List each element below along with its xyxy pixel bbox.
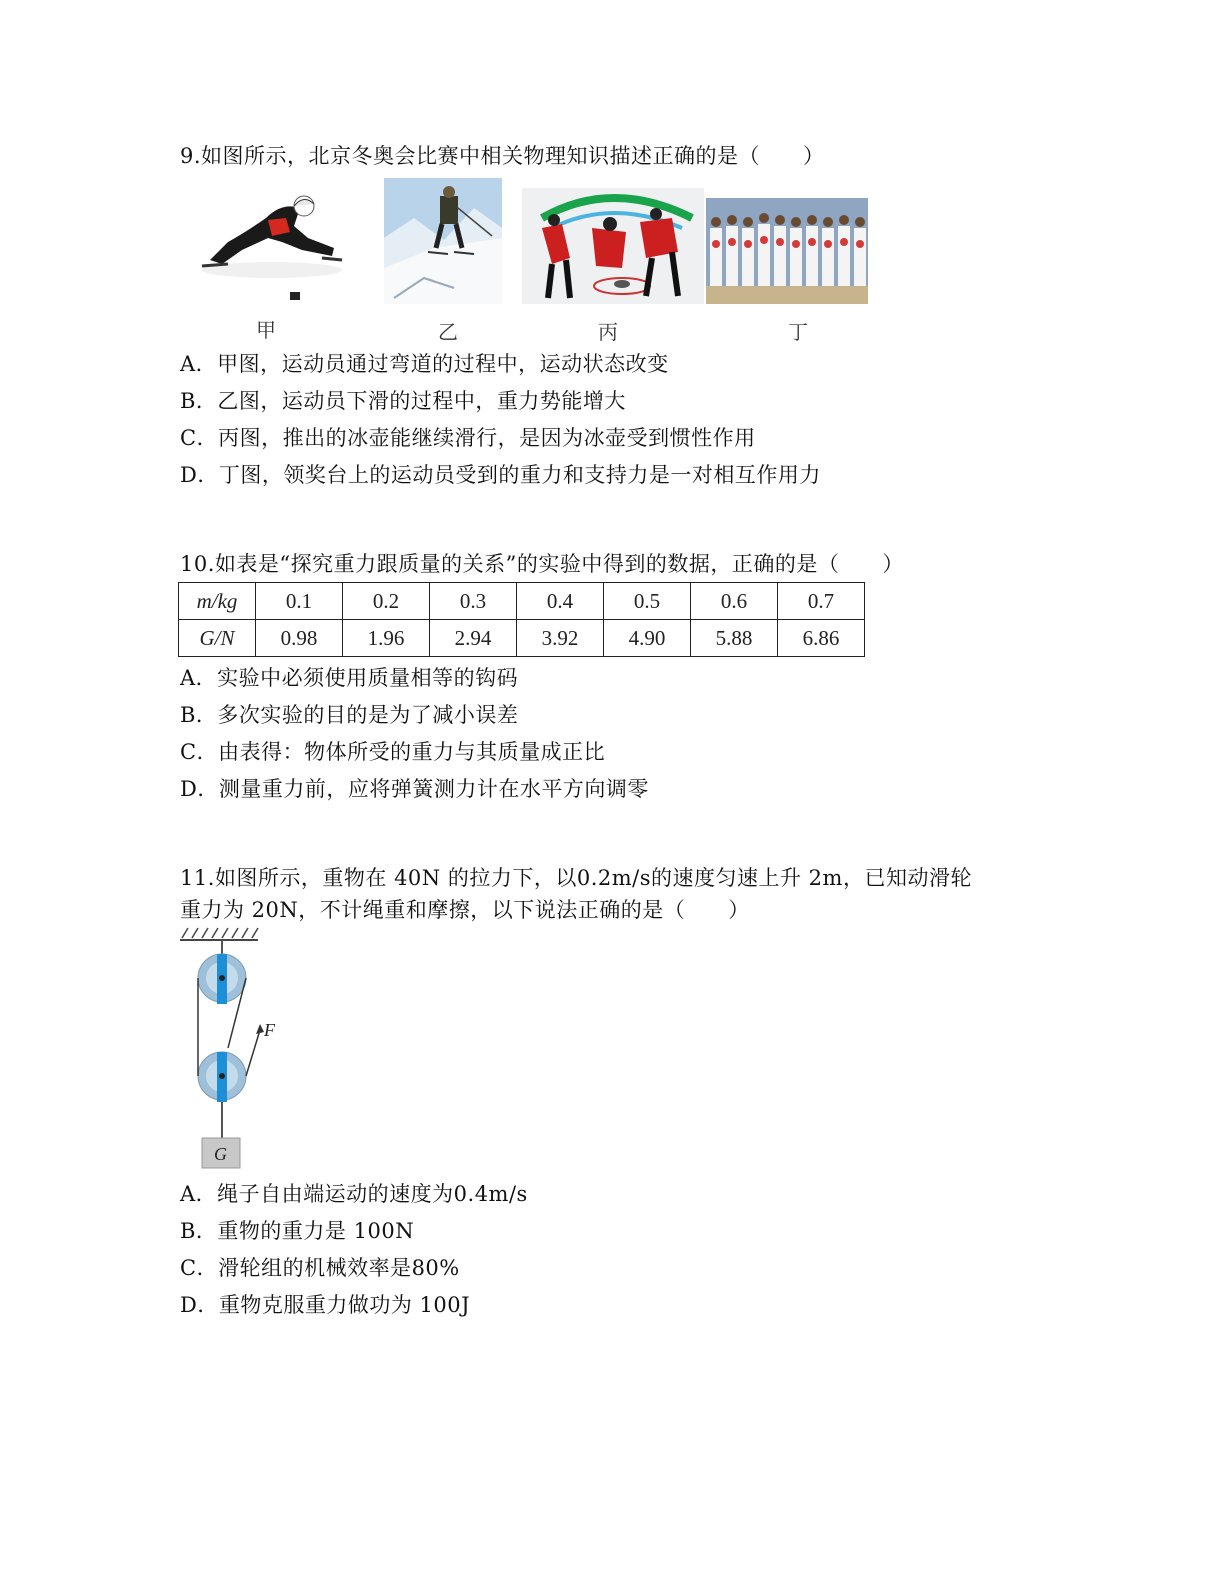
table-cell: 4.90 [604, 620, 691, 657]
table-cell: 0.5 [604, 583, 691, 620]
force-label: F [264, 1020, 275, 1040]
table-header-weight: G/N [179, 620, 256, 657]
force-arrow-icon [256, 1024, 264, 1034]
q11-option-d: D．重物克服重力做功为 100J [180, 1293, 471, 1317]
table-cell: 2.94 [430, 620, 517, 657]
q11-stem-line1: 11.如图所示，重物在 40N 的拉力下，以0.2m/s的速度匀速上升 2m，已知动滑轮 [180, 866, 972, 890]
q10-option-d: D．测量重力前，应将弹簧测力计在水平方向调零 [180, 777, 649, 801]
weight-label: G [214, 1144, 227, 1164]
q10-data-table [178, 582, 865, 657]
q10-stem: 10.如表是“探究重力跟质量的关系”的实验中得到的数据，正确的是（ ） [180, 552, 904, 576]
q9-option-a: A．甲图，运动员通过弯道的过程中，运动状态改变 [180, 352, 669, 376]
caption-ding: 丁 [788, 320, 808, 344]
table-header-mass: m/kg [179, 583, 256, 620]
q11-stem-line2: 重力为 20N，不计绳重和摩擦，以下说法正确的是（ ） [180, 898, 750, 922]
q10-option-b: B．多次实验的目的是为了减小误差 [180, 703, 519, 727]
caption-jia: 甲 [256, 318, 276, 342]
q9-option-c: C．丙图，推出的冰壶能继续滑行，是因为冰壶受到惯性作用 [180, 426, 756, 450]
q11-option-a: A．绳子自由端运动的速度为0.4m/s [180, 1182, 528, 1206]
photo-bing-curling [522, 188, 704, 304]
caption-yi: 乙 [438, 320, 458, 344]
table-cell: 0.4 [517, 583, 604, 620]
table-cell: 5.88 [691, 620, 778, 657]
photo-yi-skier [384, 178, 502, 304]
q9-option-b: B．乙图，运动员下滑的过程中，重力势能增大 [180, 389, 626, 413]
q9-option-d: D．丁图，领奖台上的运动员受到的重力和支持力是一对相互作用力 [180, 463, 821, 487]
table-cell: 0.6 [691, 583, 778, 620]
table-cell: 3.92 [517, 620, 604, 657]
table-cell: 0.2 [343, 583, 430, 620]
q11-option-b: B．重物的重力是 100N [180, 1219, 415, 1243]
pulley-system-diagram [176, 924, 286, 1174]
table-cell: 0.1 [256, 583, 343, 620]
table-cell: 0.98 [256, 620, 343, 657]
table-cell: 0.3 [430, 583, 517, 620]
q10-option-c: C．由表得：物体所受的重力与其质量成正比 [180, 740, 606, 764]
table-row-mass [179, 583, 865, 620]
q9-stem: 9.如图所示，北京冬奥会比赛中相关物理知识描述正确的是（ ） [180, 144, 825, 168]
table-cell: 1.96 [343, 620, 430, 657]
table-cell: 6.86 [778, 620, 865, 657]
photo-jia-speed-skater [182, 180, 350, 308]
table-row-weight [179, 620, 865, 657]
photo-ding-podium [706, 198, 868, 304]
q11-option-c: C．滑轮组的机械效率是80% [180, 1256, 460, 1280]
caption-bing: 丙 [598, 320, 618, 344]
q10-option-a: A．实验中必须使用质量相等的钩码 [180, 666, 519, 690]
table-cell: 0.7 [778, 583, 865, 620]
